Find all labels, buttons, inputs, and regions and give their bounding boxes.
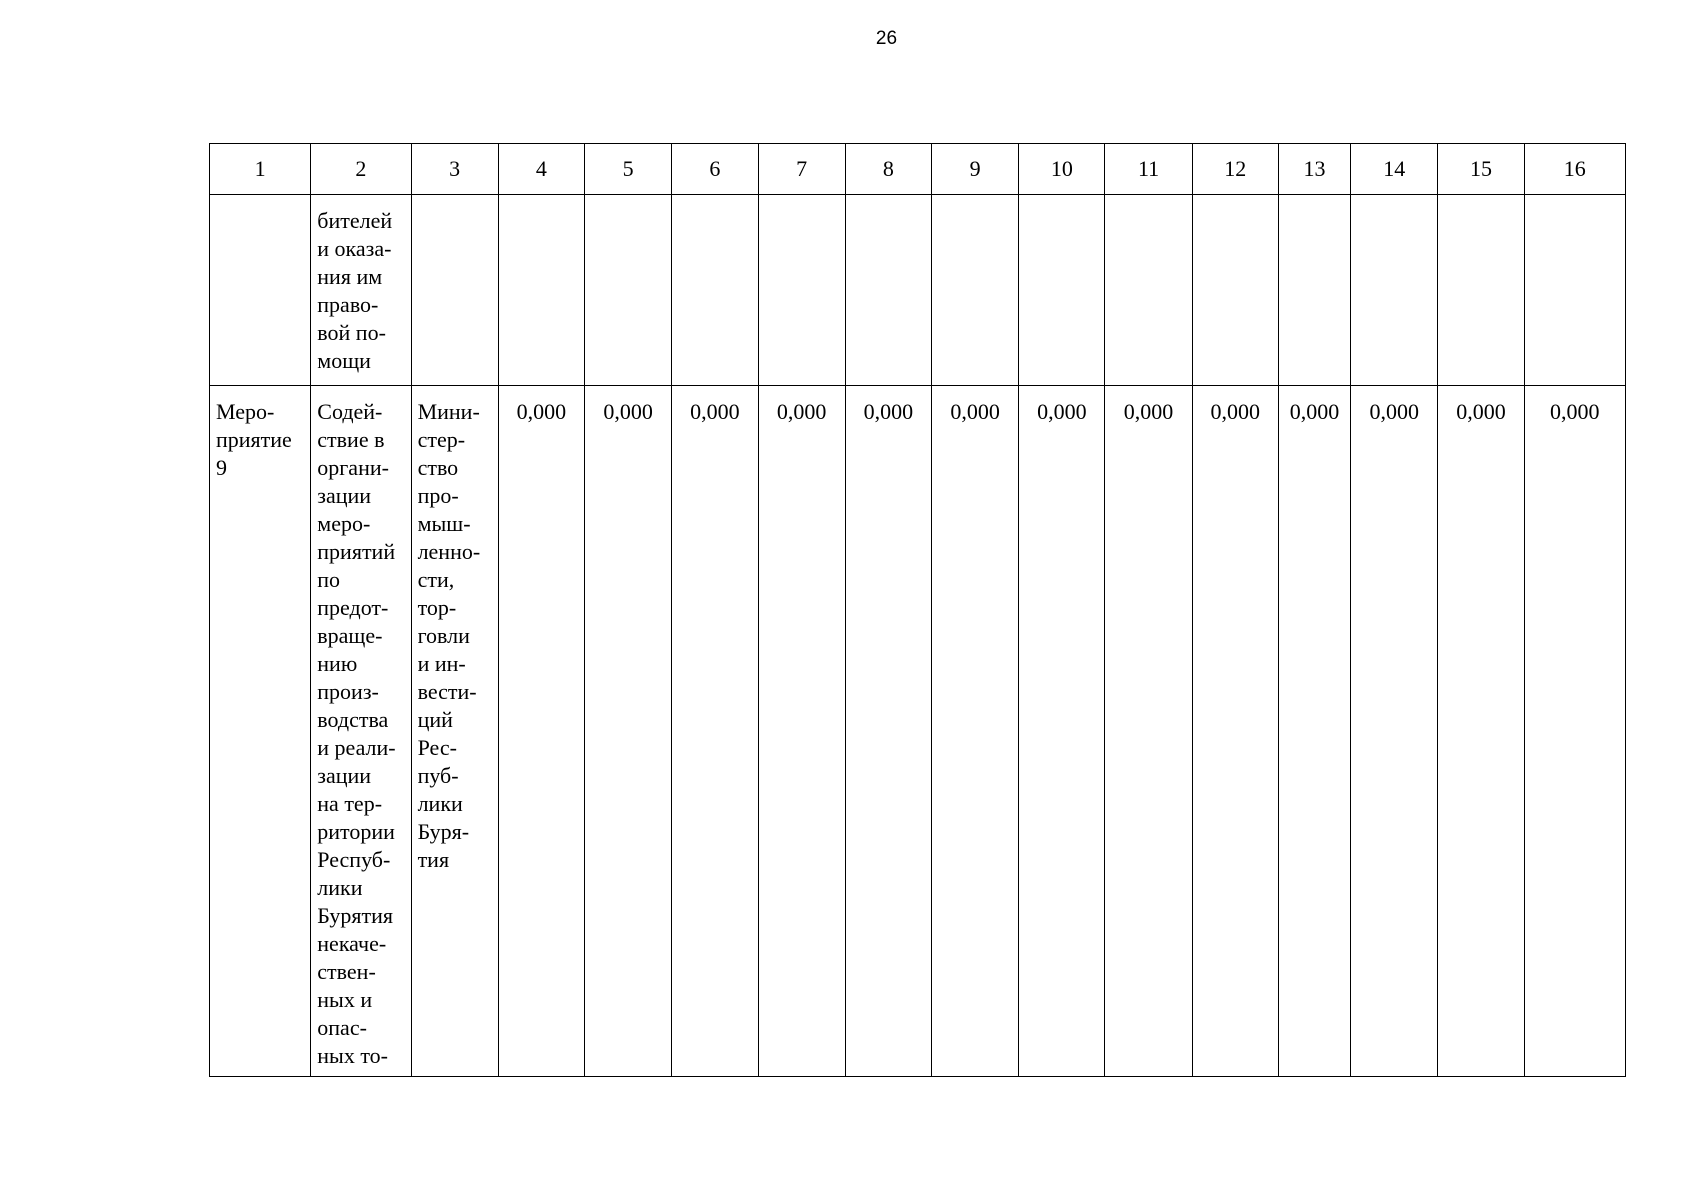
value — [1525, 195, 1625, 207]
value: 0,000 — [863, 399, 914, 424]
value-cell — [1438, 195, 1524, 386]
value — [1279, 195, 1350, 207]
value: 0,000 — [603, 399, 653, 424]
value: 0,000 — [1369, 399, 1419, 424]
value — [759, 195, 845, 207]
description-cell — [311, 195, 411, 386]
value-cell — [672, 386, 758, 1077]
header-cell: 1 — [210, 144, 311, 195]
value — [585, 195, 671, 207]
header-cell: 13 — [1278, 144, 1350, 195]
header-cell: 6 — [672, 144, 758, 195]
value-cell — [1105, 386, 1192, 1077]
value-cell — [845, 386, 931, 1077]
value — [1438, 195, 1523, 207]
value-cell — [1351, 195, 1438, 386]
header-cell: 15 — [1438, 144, 1524, 195]
value — [499, 195, 584, 207]
value-cell — [758, 195, 845, 386]
value-cell — [498, 386, 584, 1077]
value: 0,000 — [950, 399, 1000, 424]
executor-text: Мини- стер- ство про- мыш- ленно- сти, тор- говли и ин- вести- ций Рес- пуб- лики Буря- тия — [417, 399, 481, 872]
header-cell: 10 — [1019, 144, 1105, 195]
value-cell — [498, 195, 584, 386]
description-text: Содей- ствие в органи- зации меро- приятий по предот- враще- нию произ- водства и реали- зации на тер- ритории Респуб- лики Бурятия некаче- ствен- ных и опас- ных то- — [317, 399, 396, 1068]
header-cell: 12 — [1192, 144, 1278, 195]
row-label: Меро- приятие 9 — [216, 399, 292, 480]
executor-cell — [411, 386, 498, 1077]
row-label — [210, 195, 310, 207]
value-cell — [585, 386, 672, 1077]
row-label-cell — [210, 386, 311, 1077]
value: 0,000 — [1289, 399, 1340, 424]
table-row — [210, 195, 1626, 386]
value-cell — [1438, 386, 1524, 1077]
header-cell: 5 — [585, 144, 672, 195]
header-cell: 8 — [845, 144, 931, 195]
header-cell: 9 — [931, 144, 1018, 195]
value-cell — [1278, 195, 1350, 386]
header-cell: 16 — [1524, 144, 1625, 195]
value — [846, 195, 931, 207]
value-cell — [845, 195, 931, 386]
value-cell — [1105, 195, 1192, 386]
value: 0,000 — [1210, 399, 1261, 424]
value-cell — [1524, 195, 1625, 386]
value-cell — [1524, 386, 1625, 1077]
value: 0,000 — [690, 399, 740, 424]
value-cell — [1192, 386, 1278, 1077]
description-text: бителей и оказа- ния им право- вой по- мощи — [317, 208, 393, 373]
header-cell: 14 — [1351, 144, 1438, 195]
budget-table — [209, 143, 1626, 1077]
value — [1019, 195, 1104, 207]
value — [1105, 195, 1191, 207]
value: 0,000 — [1456, 399, 1506, 424]
value: 0,000 — [516, 399, 567, 424]
row-label-cell — [210, 195, 311, 386]
value-cell — [1351, 386, 1438, 1077]
executor-cell — [411, 195, 498, 386]
description-cell — [311, 386, 411, 1077]
value: 0,000 — [1123, 399, 1174, 424]
table-row — [210, 386, 1626, 1077]
value-cell — [1278, 386, 1350, 1077]
value — [932, 195, 1018, 207]
value: 0,000 — [1550, 399, 1600, 424]
header-cell: 2 — [311, 144, 411, 195]
table-header-row — [210, 144, 1626, 195]
value-cell — [1019, 195, 1105, 386]
executor-text — [412, 195, 498, 207]
value: 0,000 — [776, 399, 827, 424]
page-number: 26 — [875, 28, 898, 49]
value-cell — [931, 195, 1018, 386]
value-cell — [931, 386, 1018, 1077]
value-cell — [672, 195, 758, 386]
value — [1351, 195, 1437, 207]
value-cell — [758, 386, 845, 1077]
value-cell — [1192, 195, 1278, 386]
value — [672, 195, 757, 207]
value-cell — [585, 195, 672, 386]
value — [1193, 195, 1278, 207]
header-cell: 3 — [411, 144, 498, 195]
value-cell — [1019, 386, 1105, 1077]
header-cell: 11 — [1105, 144, 1192, 195]
header-cell: 7 — [758, 144, 845, 195]
header-cell: 4 — [498, 144, 584, 195]
value: 0,000 — [1037, 399, 1087, 424]
